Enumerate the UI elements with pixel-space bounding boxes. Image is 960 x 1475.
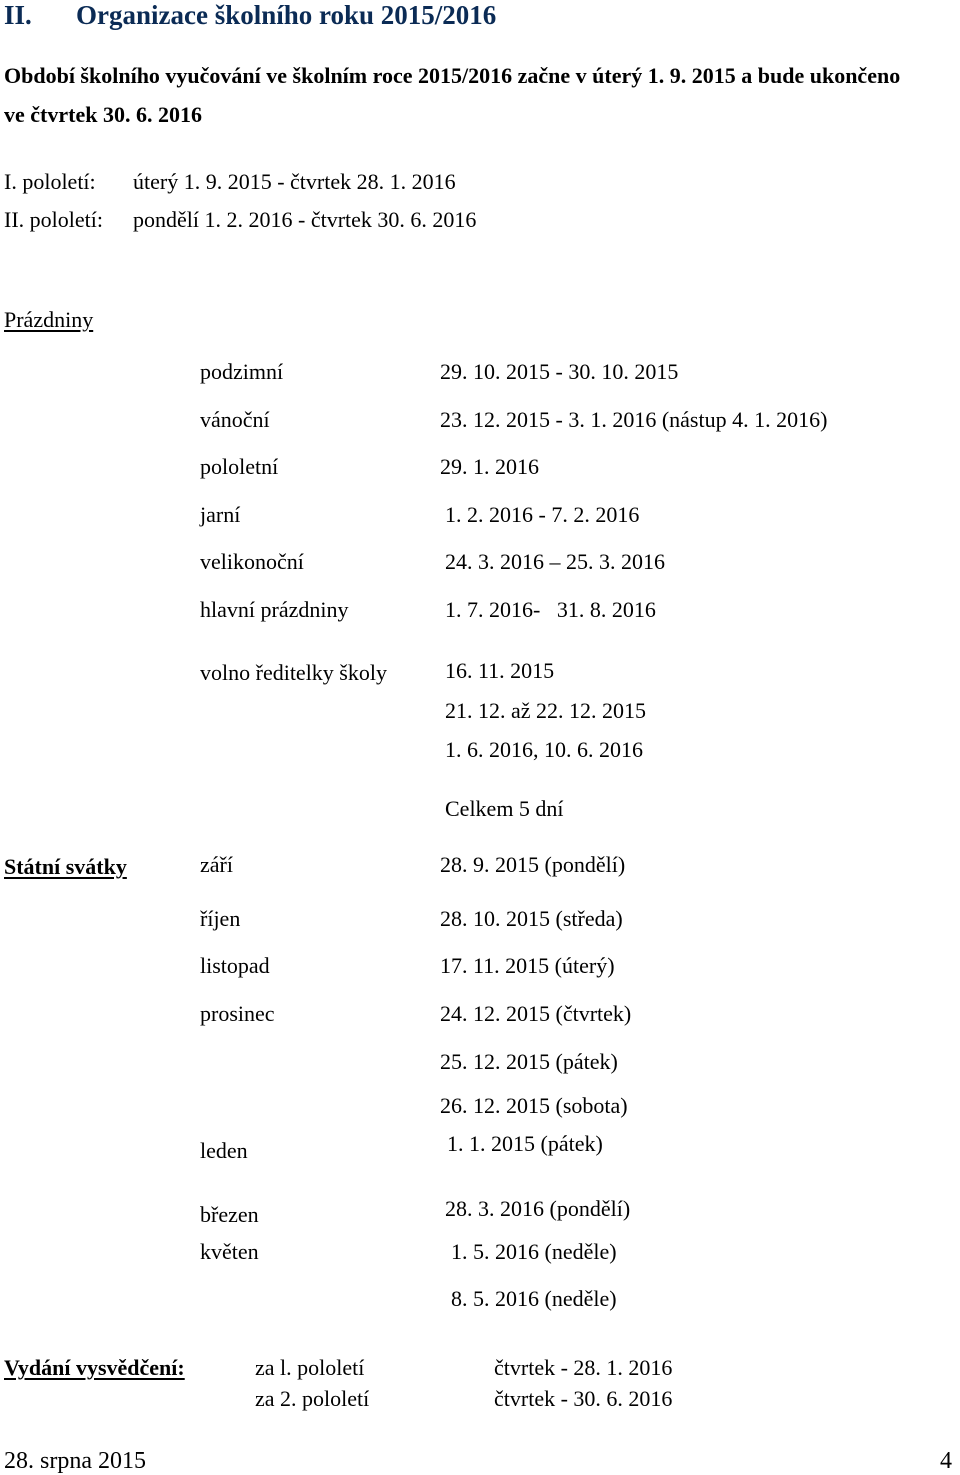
month-label: září — [200, 852, 233, 877]
holiday-date: 26. 12. 2015 (sobota) — [440, 1093, 628, 1118]
holiday-label: jarní — [200, 502, 241, 527]
holiday-value: 29. 1. 2016 — [440, 454, 539, 479]
report-date: čtvrtek - 28. 1. 2016 — [494, 1355, 673, 1380]
month-label: říjen — [200, 906, 241, 931]
holiday-label: podzimní — [200, 359, 284, 384]
holidays-title: Prázdniny — [4, 307, 94, 332]
holiday-date: 28. 3. 2016 (pondělí) — [445, 1196, 631, 1221]
section-number: II. — [4, 0, 32, 30]
holiday-value: 29. 10. 2015 - 30. 10. 2015 — [440, 359, 679, 384]
holiday-label: vánoční — [200, 407, 270, 432]
intro-line-1: Období školního vyučování ve školním roce 2015/2016 začne v úterý 1. 9. 2015 a bude ukončeno — [4, 63, 901, 88]
holiday-date: 28. 9. 2015 (pondělí) — [440, 852, 626, 877]
holiday-date: 28. 10. 2015 (středa) — [440, 906, 623, 931]
holiday-date: 1. 5. 2016 (neděle) — [451, 1239, 617, 1264]
page-title: Organizace školního roku 2015/2016 — [76, 0, 497, 30]
principal-days-total: Celkem 5 dní — [445, 796, 564, 821]
month-label: prosinec — [200, 1001, 275, 1026]
semester-1-value: úterý 1. 9. 2015 - čtvrtek 28. 1. 2016 — [133, 169, 456, 194]
holiday-date: 1. 1. 2015 (pátek) — [447, 1131, 603, 1156]
report-label: za 2. pololetí — [255, 1386, 370, 1411]
holiday-date: 25. 12. 2015 (pátek) — [440, 1049, 618, 1074]
holiday-label: velikonoční — [200, 549, 304, 574]
holiday-date: 24. 12. 2015 (čtvrtek) — [440, 1001, 632, 1026]
month-label: listopad — [200, 953, 270, 978]
principal-days-label: volno ředitelky školy — [200, 660, 387, 685]
holiday-value: 23. 12. 2015 - 3. 1. 2016 (nástup 4. 1. 2016) — [440, 407, 828, 432]
semester-2-label: II. pololetí: — [4, 207, 103, 232]
intro-line-2: ve čtvrtek 30. 6. 2016 — [4, 102, 202, 127]
reports-title: Vydání vysvědčení: — [4, 1355, 185, 1380]
month-label: březen — [200, 1202, 259, 1227]
holiday-value: 1. 2. 2016 - 7. 2. 2016 — [445, 502, 640, 527]
principal-day: 1. 6. 2016, 10. 6. 2016 — [445, 737, 643, 762]
principal-day: 16. 11. 2015 — [445, 658, 555, 683]
holiday-date: 8. 5. 2016 (neděle) — [451, 1286, 617, 1311]
holiday-value: 24. 3. 2016 – 25. 3. 2016 — [445, 549, 665, 574]
report-date: čtvrtek - 30. 6. 2016 — [494, 1386, 673, 1411]
report-label: za l. pololetí — [255, 1355, 365, 1380]
holiday-label: hlavní prázdniny — [200, 597, 349, 622]
holiday-date: 17. 11. 2015 (úterý) — [440, 953, 615, 978]
holiday-value: 1. 7. 2016- 31. 8. 2016 — [445, 597, 656, 622]
holiday-label: pololetní — [200, 454, 279, 479]
principal-day: 21. 12. až 22. 12. 2015 — [445, 698, 647, 723]
semester-1-label: I. pololetí: — [4, 169, 96, 194]
month-label: leden — [200, 1138, 248, 1163]
footer-date: 28. srpna 2015 — [4, 1448, 146, 1474]
month-label: květen — [200, 1239, 259, 1264]
page-number: 4 — [940, 1448, 952, 1474]
semester-2-value: pondělí 1. 2. 2016 - čtvrtek 30. 6. 2016 — [133, 207, 477, 232]
state-holidays-title: Státní svátky — [4, 854, 127, 879]
